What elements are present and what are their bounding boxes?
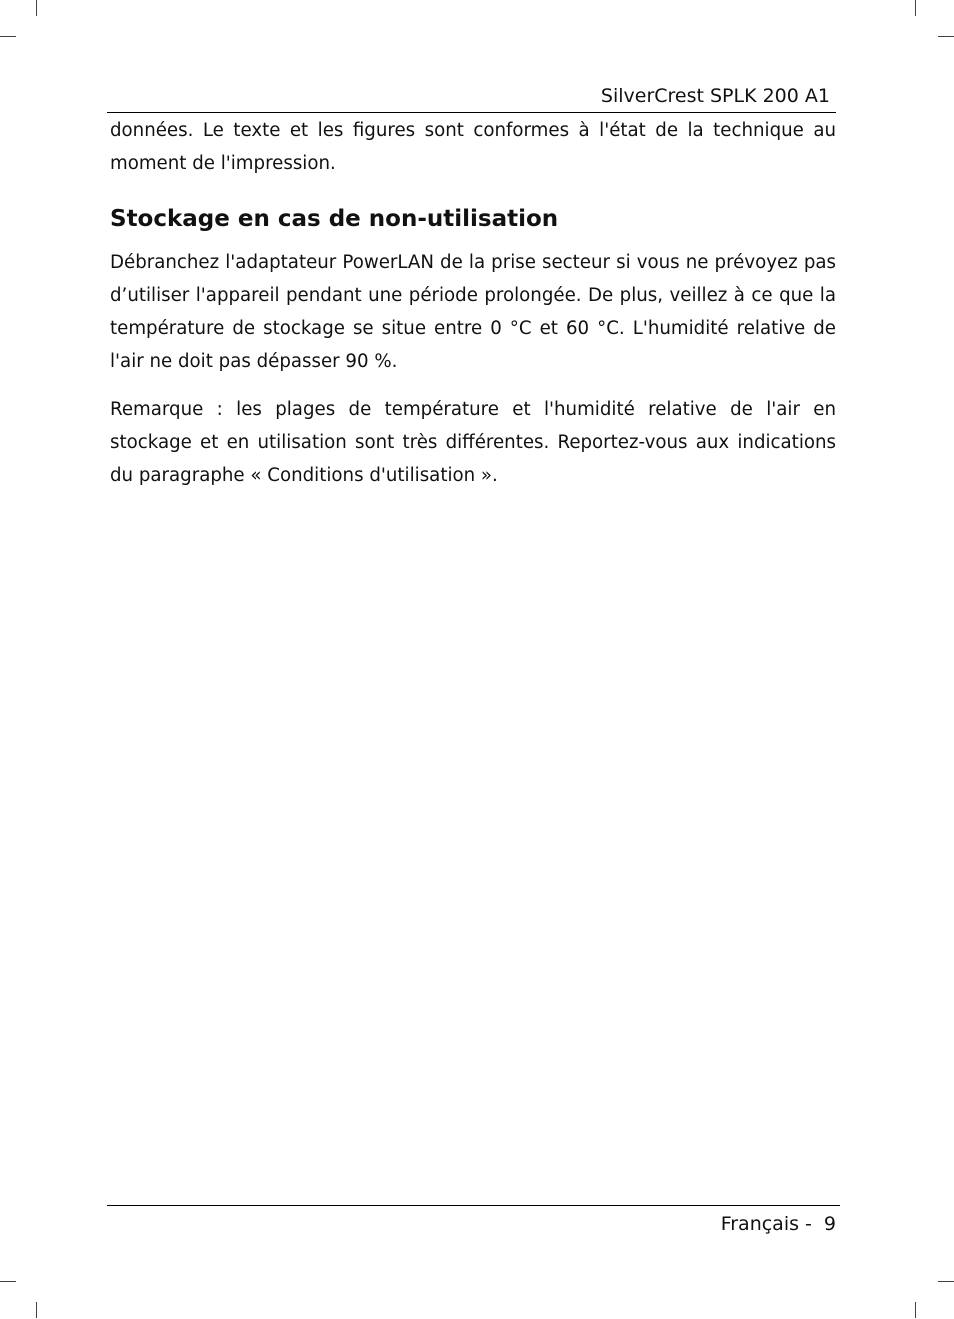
crop-mark-bottom-left: [0, 1281, 16, 1282]
footer-rule: [107, 1205, 840, 1206]
page-footer: [721, 1211, 836, 1237]
running-header: SilverCrest SPLK 200 A1: [600, 85, 830, 107]
crop-mark-top-right: [938, 36, 954, 37]
crop-mark-top-left: [0, 36, 16, 37]
remark-paragraph: Remarque : les plages de température et l'humidité relative de l'air en stockage et en utilisation sont très différentes. Reportez-vous aux indications du paragraphe « Conditions d'utilisation ».: [110, 399, 836, 486]
crop-mark-bottom-left: [36, 1302, 37, 1318]
section-heading: Stockage en cas de non-utilisation: [110, 206, 559, 232]
crop-mark-top-left: [36, 0, 37, 16]
crop-mark-top-right: [915, 0, 916, 16]
page-number: 9: [823, 1213, 836, 1235]
header-rule: [107, 112, 836, 113]
footer-language: Français -: [720, 1213, 812, 1235]
crop-mark-bottom-right: [938, 1281, 954, 1282]
intro-paragraph: données. Le texte et les figures sont conformes à l'état de la technique au moment de l'impression.: [110, 120, 836, 174]
page-content: [110, 114, 836, 492]
crop-mark-bottom-right: [915, 1302, 916, 1318]
storage-paragraph: Débranchez l'adaptateur PowerLAN de la prise secteur si vous ne prévoyez pas d’utiliser l'appareil pendant une période prolongée. De plus, veillez à ce que la température de stockage se situe entre 0 °C et 60 °C. L'humidité relative de l'air ne doit pas dépasser 90 %.: [110, 252, 836, 372]
